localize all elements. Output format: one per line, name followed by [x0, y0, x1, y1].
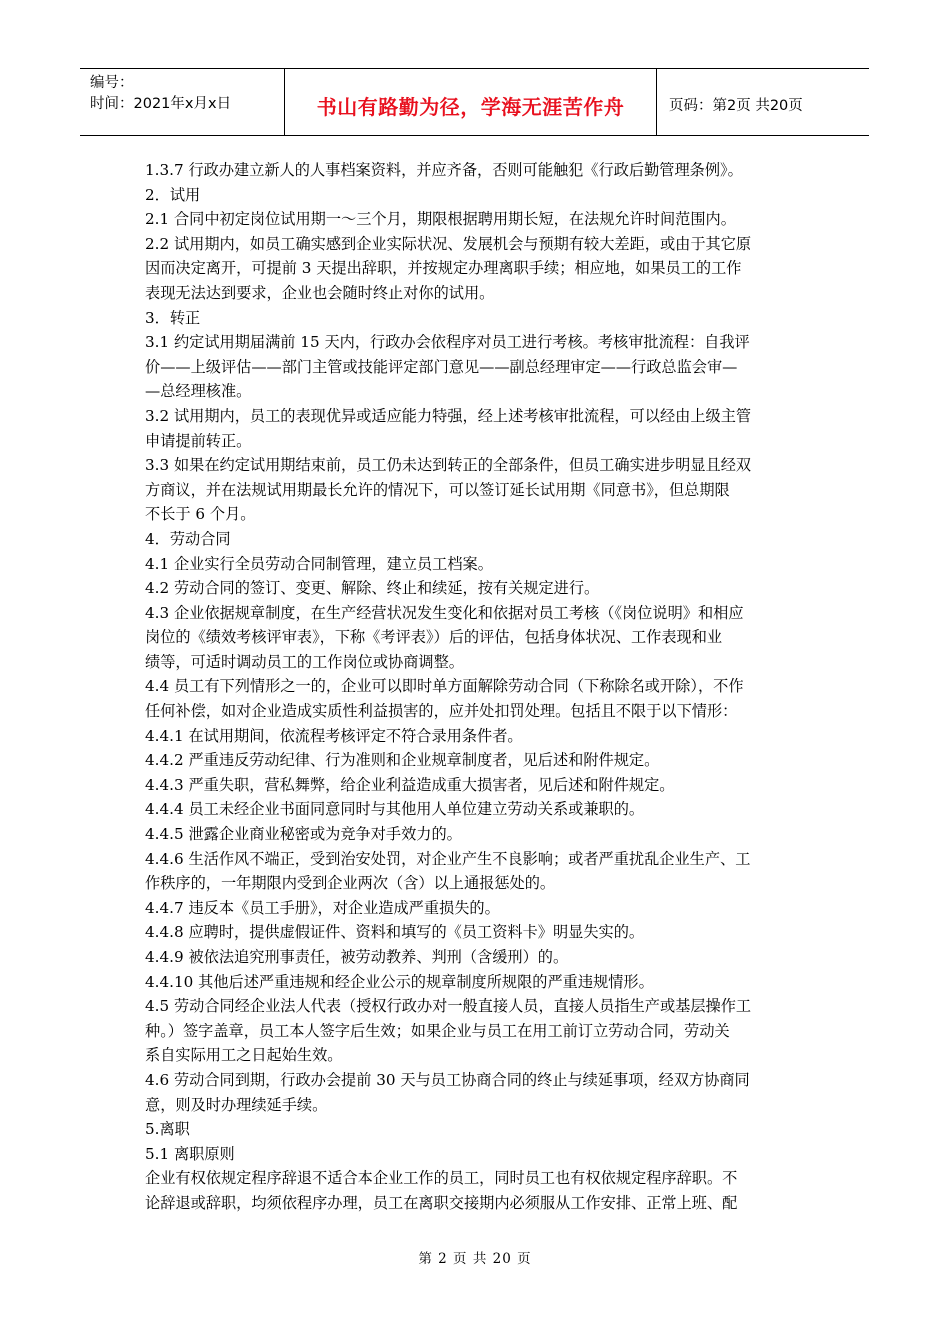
body-text-line: 3．转正 — [145, 308, 201, 327]
header-motto: 书山有路勤为径，学海无涯苦作舟 — [316, 94, 625, 119]
body-text-line: 4.4.3 严重失职，营私舞弊，给企业利益造成重大损害者，见后述和附件规定。 — [145, 775, 675, 794]
page-header — [80, 68, 869, 136]
body-text-line: 3.3 如果在约定试用期结束前，员工仍未达到转正的全部条件，但员工确实进步明显且经双 — [145, 456, 752, 475]
body-text-line: 岗位的《绩效考核评审表》，下称《考评表》）后的评估，包括身体状况、工作表现和业 — [145, 628, 723, 647]
body-text-line: 表现无法达到要求，企业也会随时终止对你的试用。 — [145, 283, 495, 302]
body-text-line: 3.2 试用期内，员工的表现优异或适应能力特强，经上述考核审批流程，可以经由上级主管 — [145, 406, 752, 425]
document-time-label: 时间：2021年x月x日 — [90, 96, 232, 112]
body-text-line: 申请提前转正。 — [145, 431, 252, 450]
body-text-line: 3.1 约定试用期届满前 15 天内，行政办会依程序对员工进行考核。考核审批流程：自我评 — [145, 333, 750, 352]
body-text-line: 4.4.1 在试用期间，依流程考核评定不符合录用条件者。 — [145, 726, 523, 745]
body-text-line: 4.4.2 严重违反劳动纪律、行为准则和企业规章制度者，见后述和附件规定。 — [145, 751, 660, 770]
body-text-line: 4.3 企业依据规章制度，在生产经营状况发生变化和依据对员工考核（《岗位说明》和相应 — [145, 603, 744, 622]
body-text-line: 4.4.5 泄露企业商业秘密或为竞争对手效力的。 — [145, 825, 462, 844]
page-footer: 第 2 页 共 20 页 — [418, 1251, 532, 1267]
body-text-line: 4.4.4 员工未经企业书面同意同时与其他用人单位建立劳动关系或兼职的。 — [145, 800, 645, 819]
body-text-line: 系自实际用工之日起始生效。 — [145, 1046, 343, 1065]
body-text-line: 4.4.9 被依法追究刑事责任，被劳动教养、判刑（含缓刑）的。 — [145, 948, 569, 966]
document-number-label: 编号： — [90, 75, 134, 91]
body-text-line: 任何补偿，如对企业造成实质性利益损害的，应并处扣罚处理。包括且不限于以下情形： — [145, 702, 738, 721]
body-text-line: 2.2 试用期内，如员工确实感到企业实际状况、发展机会与预期有较大差距，或由于其它原 — [145, 234, 752, 253]
body-text-line: 方商议，并在法规试用期最长允许的情况下，可以签订延长试用期《同意书》，但总期限 — [145, 480, 730, 499]
body-text-line: 4.4 员工有下列情形之一的，企业可以即时单方面解除劳动合同（下称除名或开除），不作 — [145, 677, 744, 696]
document-body — [145, 158, 809, 1216]
body-text-line: 不长于 6 个月。 — [145, 505, 256, 524]
body-text-line: 4.4.8 应聘时，提供虚假证件、资料和填写的《员工资料卡》明显失实的。 — [145, 923, 645, 942]
body-text-line: 2.1 合同中初定岗位试用期一～三个月，期限根据聘用期长短，在法规允许时间范围内。 — [145, 210, 736, 229]
header-info-cell — [80, 69, 285, 135]
body-text-line: 因而决定离开，可提前 3 天提出辞职，并按规定办理离职手续；相应地，如果员工的工作 — [145, 259, 742, 278]
header-motto-cell — [285, 69, 657, 135]
body-text-line: 4.4.10 其他后述严重违规和经企业公示的规章制度所规限的严重违规情形。 — [145, 972, 654, 991]
body-text-line: 4.4.6 生活作风不端正，受到治安处罚，对企业产生不良影响；或者严重扰乱企业生产、工 — [145, 849, 751, 868]
body-text-line: 绩等，可适时调动员工的工作岗位或协商调整。 — [145, 652, 464, 671]
body-text-line: 4.5 劳动合同经企业法人代表（授权行政办对一般直接人员，直接人员指生产或基层操作工 — [145, 997, 752, 1016]
body-text-line: 1.3.7 行政办建立新人的人事档案资料，并应齐备，否则可能触犯《行政后勤管理条例》。 — [145, 161, 743, 179]
header-page-cell — [657, 69, 869, 135]
body-text-line: 4．劳动合同 — [145, 529, 231, 548]
body-text-line: 5.离职 — [145, 1120, 190, 1139]
body-text-line: 4.2 劳动合同的签订、变更、解除、终止和续延，按有关规定进行。 — [145, 579, 600, 598]
body-text-line: 4.6 劳动合同到期，行政办会提前 30 天与员工协商合同的终止与续延事项，经双方协商同 — [145, 1070, 750, 1089]
body-text-line: 5.1 离职原则 — [145, 1144, 235, 1163]
body-text-line: 作秩序的，一年期限内受到企业两次（含）以上通报惩处的。 — [145, 874, 556, 893]
body-text-line: 企业有权依规定程序辞退不适合本企业工作的员工，同时员工也有权依规定程序辞职。不 — [145, 1169, 738, 1188]
body-text-line: 4.1 企业实行全员劳动合同制管理，建立员工档案。 — [145, 554, 493, 573]
body-text-line: 4.4.7 违反本《员工手册》，对企业造成严重损失的。 — [145, 898, 500, 917]
body-text-line: 论辞退或辞职，均须依程序办理，员工在离职交接期内必须服从工作安排、正常上班、配 — [145, 1193, 738, 1212]
header-page-number: 页码：第2页 共20页 — [669, 97, 803, 114]
body-text-line: 价——上级评估——部门主管或技能评定部门意见——副总经理审定——行政总监会审— — [145, 357, 738, 376]
body-text-line: 意，则及时办理续延手续。 — [145, 1095, 328, 1114]
body-text-line: —总经理核准。 — [145, 382, 252, 401]
body-text-line: 种。）签字盖章，员工本人签字后生效；如果企业与员工在用工前订立劳动合同，劳动关 — [145, 1021, 730, 1040]
body-text-line: 2．试用 — [145, 185, 201, 204]
